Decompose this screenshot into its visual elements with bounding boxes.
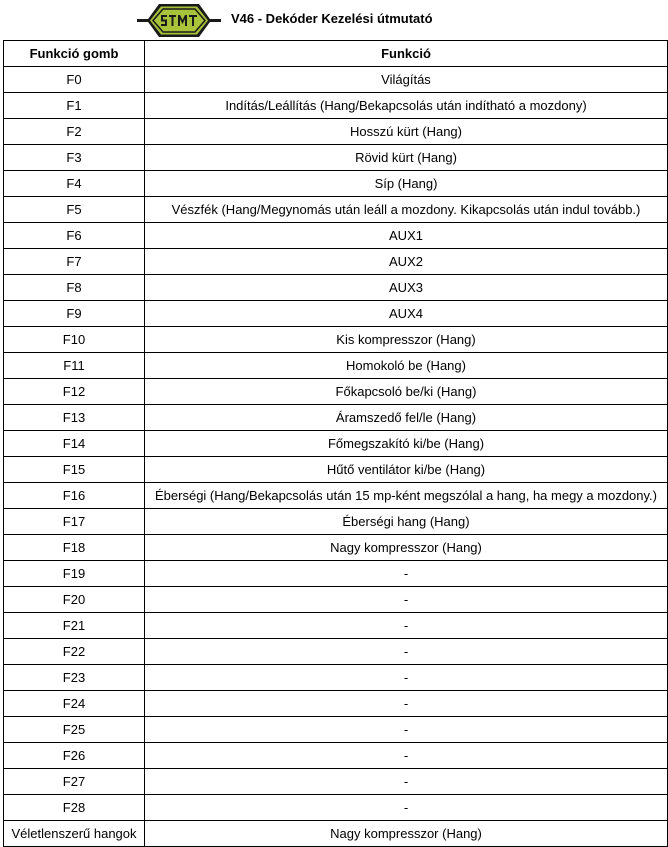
table-row xyxy=(4,483,668,509)
function-button-cell: F20 xyxy=(4,587,145,613)
table-row xyxy=(4,743,668,769)
function-description-cell: Vészfék (Hang/Megynomás után leáll a mozdony. Kikapcsolás után indul tovább.) xyxy=(145,197,668,223)
function-description-cell: Kis kompresszor (Hang) xyxy=(145,327,668,353)
function-description-cell: Áramszedő fel/le (Hang) xyxy=(145,405,668,431)
table-row xyxy=(4,769,668,795)
table-row xyxy=(4,509,668,535)
function-button-cell: F10 xyxy=(4,327,145,353)
function-button-cell: F22 xyxy=(4,639,145,665)
function-button-cell: F19 xyxy=(4,561,145,587)
table-body xyxy=(4,67,668,847)
function-table xyxy=(3,40,668,847)
function-description-cell: Világítás xyxy=(145,67,668,93)
function-button-cell: F6 xyxy=(4,223,145,249)
table-row xyxy=(4,431,668,457)
table-row xyxy=(4,119,668,145)
function-button-cell: F26 xyxy=(4,743,145,769)
function-description-cell: Éberségi hang (Hang) xyxy=(145,509,668,535)
function-description-cell: - xyxy=(145,769,668,795)
function-button-cell: F12 xyxy=(4,379,145,405)
function-description-cell: - xyxy=(145,743,668,769)
table-row xyxy=(4,665,668,691)
table-row xyxy=(4,275,668,301)
table-row xyxy=(4,379,668,405)
table-row xyxy=(4,639,668,665)
table-row xyxy=(4,67,668,93)
table-row xyxy=(4,613,668,639)
function-description-cell: AUX3 xyxy=(145,275,668,301)
function-description-cell: - xyxy=(145,639,668,665)
table-row xyxy=(4,327,668,353)
table-row xyxy=(4,691,668,717)
function-description-cell: Nagy kompresszor (Hang) xyxy=(145,821,668,847)
function-description-cell: Indítás/Leállítás (Hang/Bekapcsolás után indítható a mozdony) xyxy=(145,93,668,119)
function-button-cell: F4 xyxy=(4,171,145,197)
function-description-cell: - xyxy=(145,795,668,821)
function-description-cell: - xyxy=(145,691,668,717)
function-button-cell: F17 xyxy=(4,509,145,535)
function-button-cell: F3 xyxy=(4,145,145,171)
table-row xyxy=(4,223,668,249)
table-row xyxy=(4,353,668,379)
function-description-cell: Főkapcsoló be/ki (Hang) xyxy=(145,379,668,405)
function-description-cell: AUX4 xyxy=(145,301,668,327)
function-button-cell: F21 xyxy=(4,613,145,639)
function-button-cell: F7 xyxy=(4,249,145,275)
function-button-cell: F16 xyxy=(4,483,145,509)
function-description-cell: - xyxy=(145,665,668,691)
function-description-cell: AUX2 xyxy=(145,249,668,275)
function-button-cell: F9 xyxy=(4,301,145,327)
function-description-cell: Éberségi (Hang/Bekapcsolás után 15 mp-ként megszólal a hang, ha megy a mozdony.) xyxy=(145,483,668,509)
document-header xyxy=(0,0,668,40)
stmt-logo-icon xyxy=(137,2,221,39)
function-description-cell: Homokoló be (Hang) xyxy=(145,353,668,379)
function-button-cell: F2 xyxy=(4,119,145,145)
table-row xyxy=(4,171,668,197)
function-description-cell: Hosszú kürt (Hang) xyxy=(145,119,668,145)
function-button-cell: F27 xyxy=(4,769,145,795)
function-button-cell: F25 xyxy=(4,717,145,743)
function-button-cell: F14 xyxy=(4,431,145,457)
column-header-function: Funkció xyxy=(145,41,668,67)
table-row xyxy=(4,717,668,743)
function-button-cell: F24 xyxy=(4,691,145,717)
function-description-cell: Hűtő ventilátor ki/be (Hang) xyxy=(145,457,668,483)
function-button-cell: F1 xyxy=(4,93,145,119)
function-description-cell: - xyxy=(145,587,668,613)
table-row xyxy=(4,301,668,327)
page-title: V46 - Dekóder Kezelési útmutató xyxy=(231,11,433,26)
function-button-cell: F5 xyxy=(4,197,145,223)
function-description-cell: Nagy kompresszor (Hang) xyxy=(145,535,668,561)
function-description-cell: Síp (Hang) xyxy=(145,171,668,197)
function-button-cell: F0 xyxy=(4,67,145,93)
table-row xyxy=(4,197,668,223)
function-description-cell: - xyxy=(145,717,668,743)
table-header-row xyxy=(4,41,668,67)
function-description-cell: - xyxy=(145,613,668,639)
function-description-cell: Főmegszakító ki/be (Hang) xyxy=(145,431,668,457)
table-row xyxy=(4,93,668,119)
function-button-cell: F18 xyxy=(4,535,145,561)
function-description-cell: AUX1 xyxy=(145,223,668,249)
table-row xyxy=(4,535,668,561)
function-button-cell: F15 xyxy=(4,457,145,483)
table-row xyxy=(4,795,668,821)
function-button-cell: F11 xyxy=(4,353,145,379)
table-row xyxy=(4,145,668,171)
function-button-cell: Véletlenszerű hangok xyxy=(4,821,145,847)
function-button-cell: F8 xyxy=(4,275,145,301)
table-row xyxy=(4,561,668,587)
function-button-cell: F13 xyxy=(4,405,145,431)
function-description-cell: - xyxy=(145,561,668,587)
function-button-cell: F28 xyxy=(4,795,145,821)
table-row xyxy=(4,249,668,275)
function-button-cell: F23 xyxy=(4,665,145,691)
table-row xyxy=(4,587,668,613)
column-header-function-button: Funkció gomb xyxy=(4,41,145,67)
table-row xyxy=(4,821,668,847)
table-row xyxy=(4,405,668,431)
table-row xyxy=(4,457,668,483)
function-description-cell: Rövid kürt (Hang) xyxy=(145,145,668,171)
